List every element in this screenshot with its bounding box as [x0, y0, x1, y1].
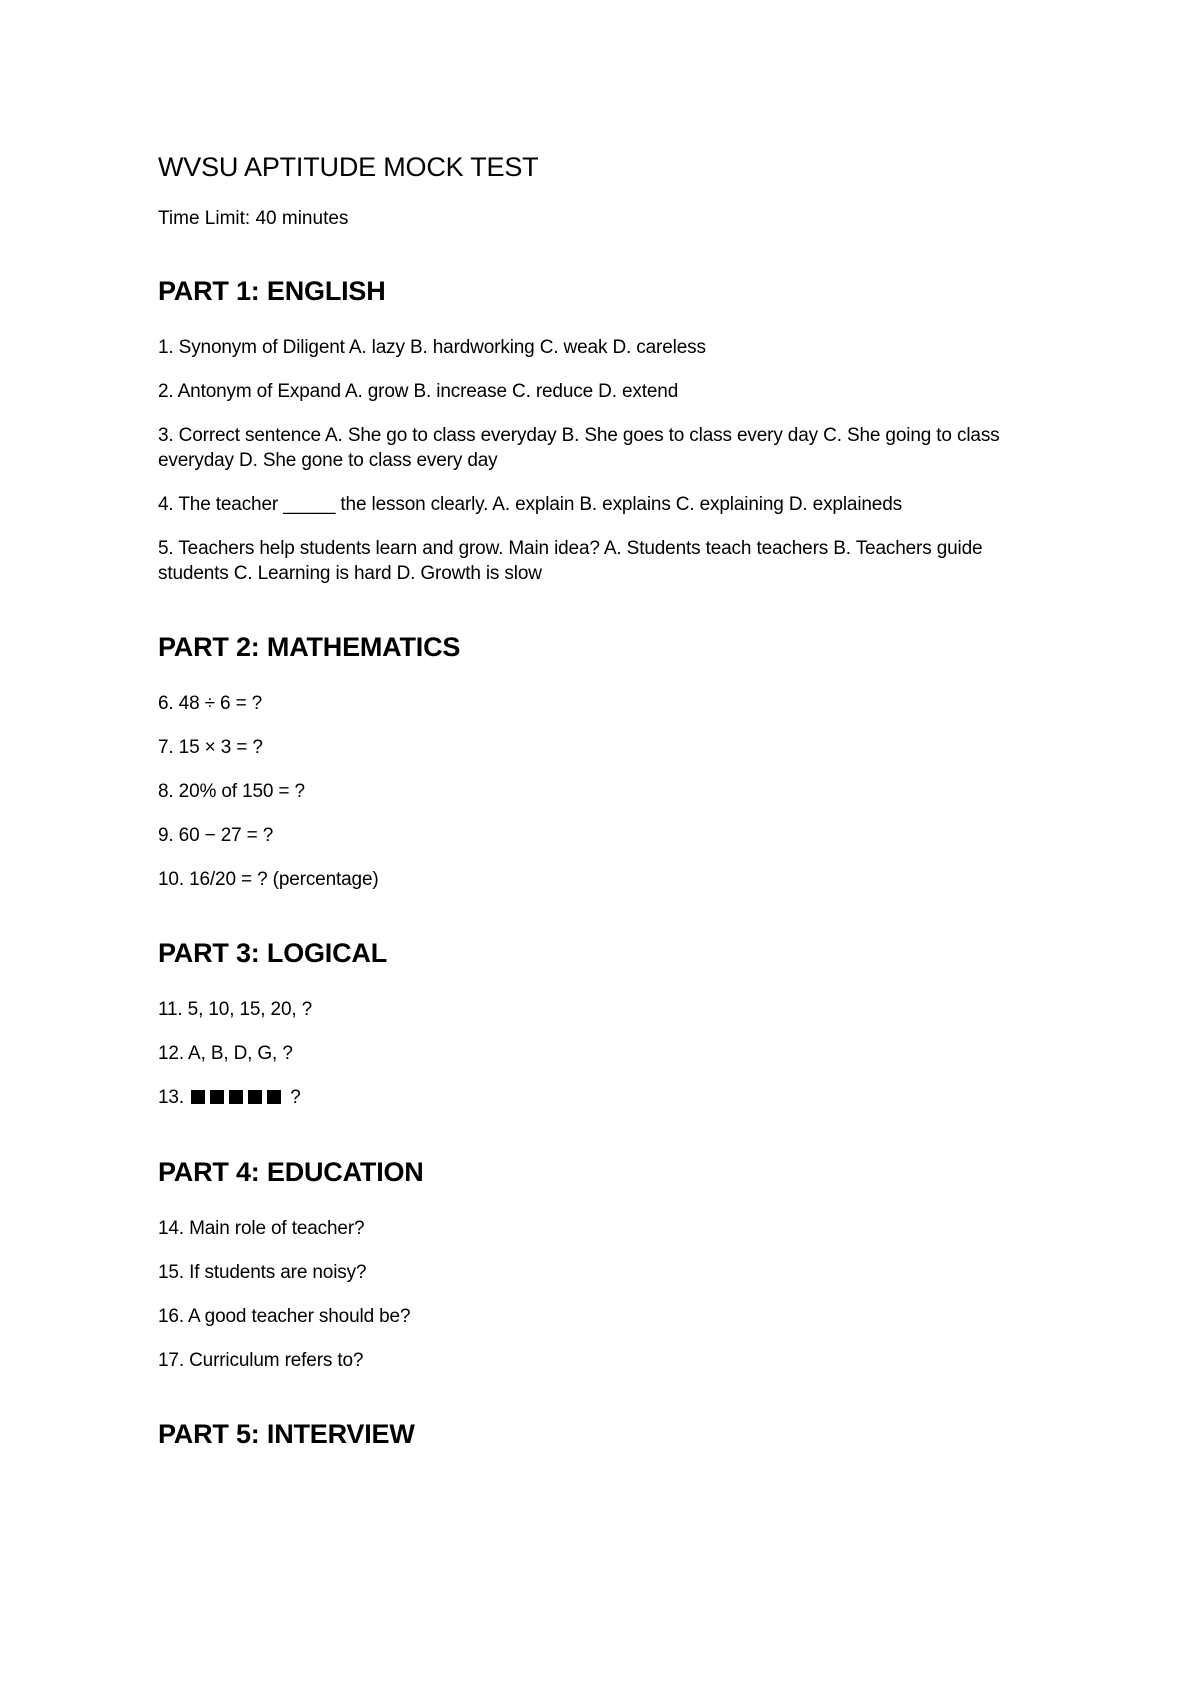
part-title: PART 2: MATHEMATICS — [158, 631, 461, 662]
part-title: PART 5: INTERVIEW — [158, 1419, 415, 1450]
question: 11. 5, 10, 15, 20, ? — [158, 999, 313, 1021]
question: 6. 48 ÷ 6 = ? — [158, 692, 263, 714]
question: 15. If students are noisy? — [158, 1262, 367, 1284]
part-education — [158, 1155, 1038, 1373]
question: 9. 60 − 27 = ? — [158, 824, 274, 846]
square-icon — [267, 1090, 281, 1104]
part-logical — [158, 936, 1038, 1111]
question-list — [158, 1216, 1038, 1373]
question: 16. A good teacher should be? — [158, 1306, 411, 1328]
question: 14. Main role of teacher? — [158, 1218, 365, 1240]
document-page — [158, 150, 1038, 1452]
question: 3. Correct sentence A. She go to class everyday B. She goes to class every day C. She going to class everyday D. She gone to class every day — [158, 424, 1000, 471]
part-title: PART 1: ENGLISH — [158, 275, 386, 306]
part-title: PART 3: LOGICAL — [158, 937, 387, 968]
square-icon — [210, 1090, 224, 1104]
pattern-question — [158, 1085, 1038, 1111]
question-list — [158, 335, 1038, 586]
question: 5. Teachers help students learn and grow. Main idea? A. Students teach teachers B. Teachers guide students C. Learning is hard D. Growth is slow — [158, 537, 983, 584]
question: 4. The teacher _____ the lesson clearly. A. explain B. explains C. explaining D. explaineds — [158, 493, 902, 515]
question: 1. Synonym of Diligent A. lazy B. hardworking C. weak D. careless — [158, 336, 706, 358]
part-title: PART 4: EDUCATION — [158, 1157, 424, 1188]
square-icon — [248, 1090, 262, 1104]
question-list — [158, 997, 1038, 1111]
part-english — [158, 274, 1038, 586]
question: 12. A, B, D, G, ? — [158, 1043, 293, 1065]
question: 2. Antonym of Expand A. grow B. increase C. reduce D. extend — [158, 380, 679, 402]
question: 17. Curriculum refers to? — [158, 1350, 364, 1372]
question: 7. 15 × 3 = ? — [158, 736, 263, 758]
question-suffix: ? — [290, 1087, 301, 1109]
square-icon — [229, 1090, 243, 1104]
square-icon — [191, 1090, 205, 1104]
document-title: WVSU APTITUDE MOCK TEST — [158, 152, 539, 182]
square-pattern-icon — [191, 1086, 281, 1111]
question-list — [158, 691, 1038, 892]
question-number: 13. — [158, 1087, 184, 1109]
question: 8. 20% of 150 = ? — [158, 780, 305, 802]
part-mathematics — [158, 630, 1038, 892]
time-limit: Time Limit: 40 minutes — [158, 208, 349, 230]
part-interview — [158, 1417, 1038, 1452]
question: 10. 16/20 = ? (percentage) — [158, 868, 379, 890]
